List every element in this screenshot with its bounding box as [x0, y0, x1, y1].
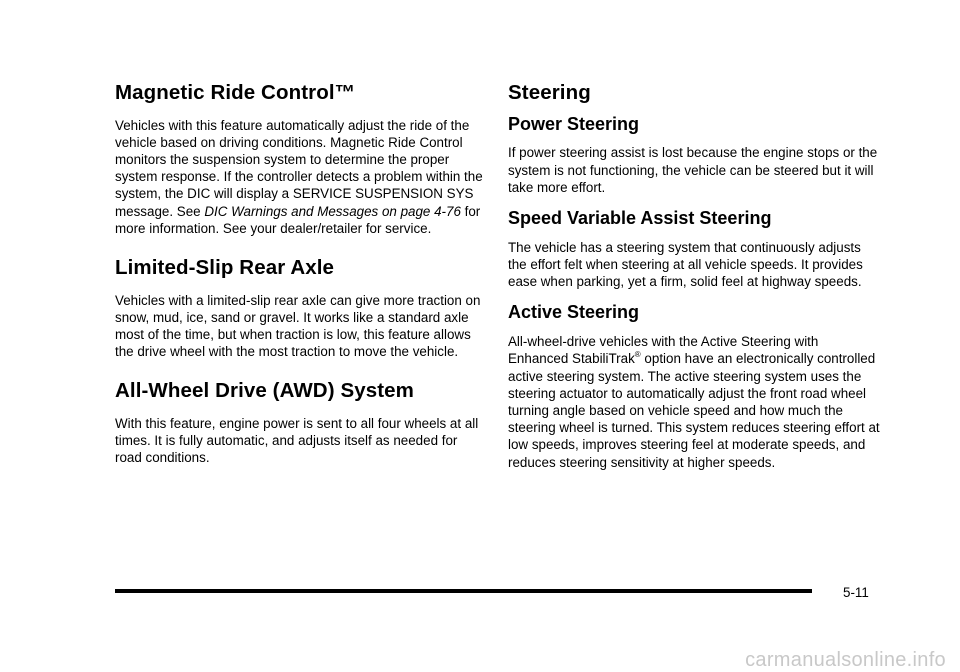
limited-slip-paragraph: Vehicles with a limited-slip rear axle can give more traction on snow, mud, ice, sand or gravel. It works like a standard axle most of the time, but when traction is low, this feature allows the drive wheel with the most traction to move the vehicle.: [115, 292, 481, 360]
dic-warnings-reference-title: DIC Warnings and Messages: [204, 203, 379, 219]
active-steering-paragraph: [508, 333, 880, 471]
awd-heading: All-Wheel Drive (AWD) System: [115, 379, 414, 403]
magnetic-ride-heading: Magnetic Ride Control™: [115, 81, 356, 104]
awd-paragraph: With this feature, engine power is sent to all four wheels at all times. It is fully automatic, and adjusts itself as needed for road conditions.: [115, 415, 479, 466]
page-number: 5-11: [843, 585, 869, 600]
steering-heading: Steering: [508, 81, 591, 104]
power-steering-paragraph: If power steering assist is lost because the engine stops or the system is not functioning, the vehicle can be steered but it will take more effort.: [508, 145, 878, 195]
footer-rule: [115, 589, 812, 593]
magnetic-ride-text-start: Vehicles with this feature automatically adjust the ride of the vehicle based on driving conditions. Magnetic Ride Control monitors the suspension system to determine the proper system response. If the controller detects a problem within the system, the DIC will display a SERVICE SUSPENSION SYS message. See: [115, 117, 483, 219]
active-steering-text-start: All-wheel-drive vehicles with the Active Steering with Enhanced StabiliTrak: [508, 334, 819, 367]
magnetic-ride-paragraph: [115, 117, 487, 237]
left-column: [115, 82, 487, 466]
magnetic-ride-text-end: for more information. See your dealer/retailer for service.: [115, 203, 481, 236]
watermark: carmanualsonline.info: [745, 649, 946, 671]
dic-warnings-reference-link[interactable]: [204, 204, 461, 219]
speed-variable-heading: Speed Variable Assist Steering: [508, 207, 772, 228]
right-column: [508, 82, 880, 471]
limited-slip-heading: Limited-Slip Rear Axle: [115, 255, 335, 279]
active-steering-heading: Active Steering: [508, 302, 640, 323]
active-steering-text-end: option have an electronically controlled active steering system. The active steering system uses the steering actuator to automatically adjust the front road wheel turning angle based on vehicle speed and how much the steering wheel is turned. This system reduces steering effort at low speeds, improves steering feel at moderate speeds, and reduces steering sensitivity at higher speeds.: [508, 351, 880, 470]
speed-variable-paragraph: The vehicle has a steering system that continuously adjusts the effort felt when steering at all vehicle speeds. It provides ease when parking, yet a firm, solid feel at highway speeds.: [508, 239, 863, 290]
registered-mark: ®: [634, 349, 641, 359]
dic-warnings-reference-page: on page 4‑76: [378, 203, 461, 219]
power-steering-heading: Power Steering: [508, 113, 640, 134]
